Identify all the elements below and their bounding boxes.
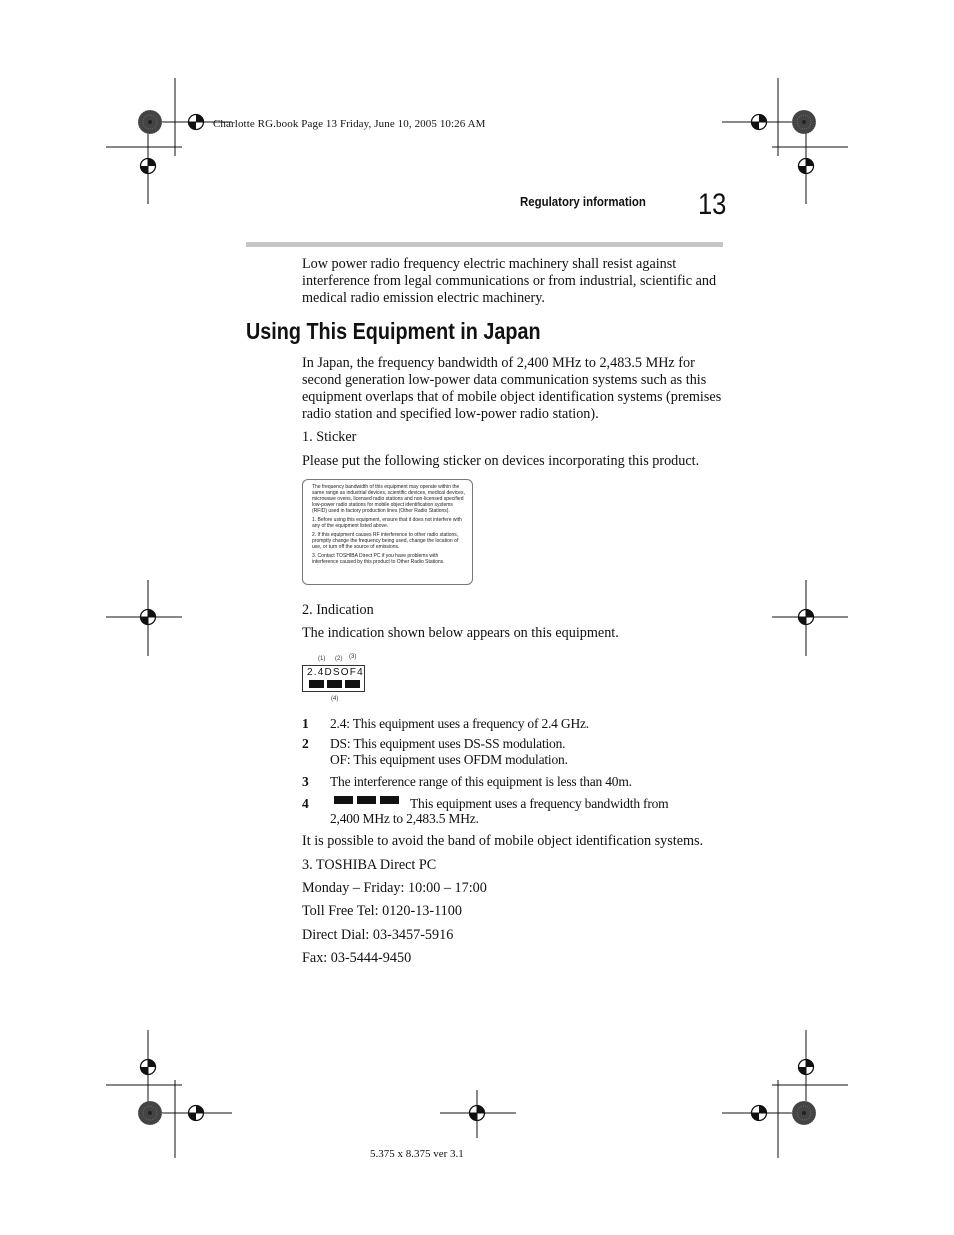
bandwidth-block-3 — [380, 796, 399, 804]
japan-paragraph: In Japan, the frequency bandwidth of 2,400 MHz to 2,483.5 MHz for second generation low-power data communication systems such as this equipment overlaps that of mobile object identification systems (premises radio station and specified low-power radio station). — [302, 355, 722, 422]
indication-label — [302, 665, 365, 692]
header-rule — [246, 242, 723, 247]
list-item-text-2: OF: This equipment uses OFDM modulation. — [330, 752, 568, 767]
callout-3: (3) — [349, 654, 357, 660]
contact-hours: Monday – Friday: 10:00 – 17:00 — [302, 880, 487, 896]
callout-4: (4) — [331, 696, 339, 702]
sticker-heading: 1. Sticker — [302, 429, 357, 445]
indication-code: 2.4DSOF4 — [307, 667, 364, 678]
print-slug: Charlotte RG.book Page 13 Friday, June 10, 2005 10:26 AM — [213, 118, 486, 130]
sticker-intro: The frequency bandwidth of this equipment may operate within the same range as industrial devices, scientific devices, medical devices, microwave ovens, licensed radio stations and non-licensed specified low-power radio stations for mobile object identification systems (RFID) used in factory production lines (Other Radio Stations). — [312, 484, 465, 514]
contact-direct-dial: Direct Dial: 03-3457-5916 — [302, 927, 454, 943]
bandwidth-block-1 — [334, 796, 353, 804]
list-number: 3 — [302, 774, 309, 789]
list-item-text: This equipment uses a frequency bandwidth from — [410, 796, 669, 811]
callout-1: (1) — [318, 656, 326, 662]
bandwidth-block-2 — [327, 680, 342, 688]
contact-fax: Fax: 03-5444-9450 — [302, 950, 412, 966]
indication-heading: 2. Indication — [302, 602, 374, 618]
bandwidth-block-1 — [309, 680, 324, 688]
list-item-text: 2.4: This equipment uses a frequency of 2.4 GHz. — [330, 716, 589, 731]
running-head: Regulatory information — [520, 194, 646, 209]
callout-2: (2) — [335, 656, 343, 662]
page-footer: 5.375 x 8.375 ver 3.1 — [370, 1148, 464, 1160]
list-item-text-2: 2,400 MHz to 2,483.5 MHz. — [330, 811, 479, 826]
list-item-text: DS: This equipment uses DS-SS modulation. — [330, 736, 566, 751]
bandwidth-block-2 — [357, 796, 376, 804]
list-number: 4 — [302, 796, 309, 811]
intro-paragraph: Low power radio frequency electric machinery shall resist against interference from legal communications or from industrial, scientific and medical radio emission electric machinery. — [302, 256, 717, 306]
bandwidth-block-3 — [345, 680, 360, 688]
avoid-text: It is possible to avoid the band of mobile object identification systems. — [302, 833, 704, 849]
sticker-item-3: 3. Contact TOSHIBA Direct PC if you have problems with interference caused by this product to Other Radio Stations. — [312, 553, 445, 565]
sticker-item-2: 2. If this equipment causes RF interference to other radio stations, promptly change the frequency being used, change the location of use, or turn off the source of emissions. — [312, 532, 459, 550]
list-number: 2 — [302, 736, 309, 751]
sticker-item-1: 1. Before using this equipment, ensure that it does not interfere with any of the equipment listed above. — [312, 517, 462, 529]
sticker-instruction: Please put the following sticker on devices incorporating this product. — [302, 453, 700, 469]
list-number: 1 — [302, 716, 309, 731]
sticker-image — [302, 479, 473, 585]
contact-heading: 3. TOSHIBA Direct PC — [302, 857, 437, 873]
list-item-text: The interference range of this equipment is less than 40m. — [330, 774, 632, 789]
page-number: 13 — [698, 188, 727, 221]
indication-text: The indication shown below appears on this equipment. — [302, 625, 619, 641]
contact-toll-free: Toll Free Tel: 0120-13-1100 — [302, 903, 462, 919]
section-title: Using This Equipment in Japan — [246, 318, 541, 344]
